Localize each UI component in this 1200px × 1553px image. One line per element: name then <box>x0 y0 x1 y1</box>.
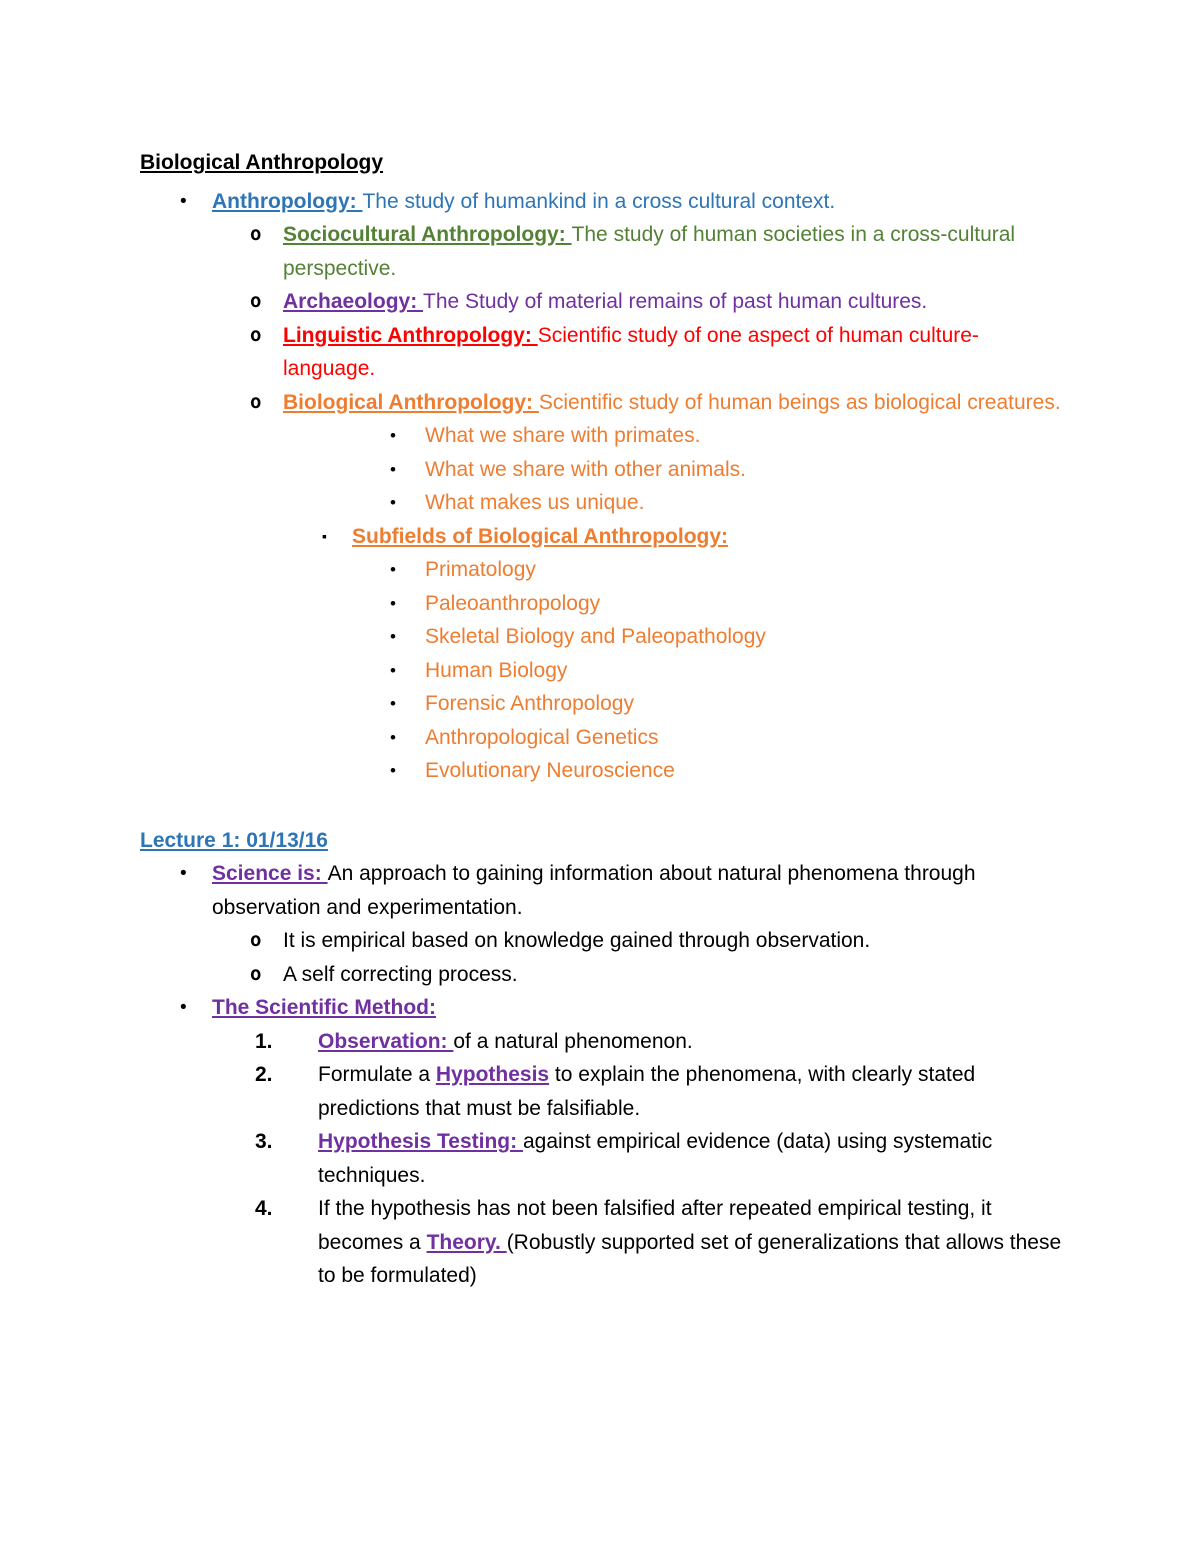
term-scientific-method: The Scientific Method: <box>212 996 437 1019</box>
body-text: If the hypothesis has not been falsified after repeated empirical testing, it becomes a <box>318 1197 992 1254</box>
open-circle-bullet-icon: o <box>250 962 262 985</box>
definition-text: The study of human societies in a cross-cultural perspective. <box>283 223 1016 280</box>
definition-text: Scientific study of human beings as biological creatures. <box>538 390 1061 414</box>
term-hypothesis-testing: Hypothesis Testing: <box>318 1130 523 1153</box>
list-item-share-animals <box>0 453 1200 487</box>
open-circle-bullet-icon: o <box>250 290 262 312</box>
bullet-icon: • <box>390 660 396 680</box>
list-item-text <box>212 857 1062 924</box>
bullet-icon: • <box>390 627 396 646</box>
list-item-text <box>283 218 1062 285</box>
open-circle-bullet-icon: o <box>250 929 262 951</box>
body-text: to explain the phenomena, with clearly stated predictions that must be falsifiable. <box>318 1063 976 1120</box>
list-item-anthropological-genetics <box>0 721 1200 755</box>
list-item-biological <box>0 386 1200 420</box>
open-circle-bullet-icon: o <box>250 390 262 413</box>
list-number: 1. <box>255 1029 273 1053</box>
term-biological: Biological Anthropology: <box>283 390 539 414</box>
definition-text: Scientific study of one aspect of human culture-language. <box>283 323 979 380</box>
bullet-icon: • <box>180 863 187 884</box>
section-heading-lecture-1: Lecture 1: 01/13/16 <box>140 828 328 852</box>
numbered-item-hypothesis <box>0 1058 1200 1125</box>
term-hypothesis: Hypothesis <box>435 1063 550 1086</box>
list-item-text: Skeletal Biology and Paleopathology <box>425 625 766 648</box>
list-item-text: What we share with primates. <box>425 424 701 447</box>
term-subfields: Subfields of Biological Anthropology: <box>352 524 729 548</box>
term-anthropology: Anthropology: <box>212 189 363 213</box>
bullet-icon: • <box>390 694 396 713</box>
list-item-primatology <box>0 553 1200 587</box>
list-item-text: Forensic Anthropology <box>425 692 634 715</box>
list-item-text <box>318 1125 1062 1192</box>
definition-text: The Study of material remains of past human cultures. <box>423 290 928 313</box>
bullet-icon: • <box>390 727 396 747</box>
bullet-icon: • <box>390 593 396 613</box>
list-item-text <box>283 285 1062 319</box>
list-item-subfields <box>0 520 1200 554</box>
list-item-text: It is empirical based on knowledge gained through observation. <box>283 929 871 952</box>
bullet-icon: • <box>390 493 396 512</box>
numbered-item-observation <box>0 1025 1200 1059</box>
term-sociocultural: Sociocultural Anthropology: <box>283 223 572 246</box>
list-item-empirical <box>0 924 1200 958</box>
body-text: of a natural phenomenon. <box>453 1029 693 1053</box>
bullet-icon: • <box>180 190 187 212</box>
term-linguistic: Linguistic Anthropology: <box>283 323 538 347</box>
bullet-icon: • <box>390 426 396 445</box>
list-item-text: Evolutionary Neuroscience <box>425 759 675 782</box>
list-item-paleoanthropology <box>0 587 1200 621</box>
open-circle-bullet-icon: o <box>250 323 262 346</box>
bullet-icon: • <box>180 997 187 1018</box>
list-item-self-correcting <box>0 958 1200 992</box>
definition-text: The study of humankind in a cross cultural context. <box>362 189 836 213</box>
list-item-science-is <box>0 857 1200 924</box>
list-item-text <box>212 185 1062 219</box>
list-item-text <box>212 991 1062 1025</box>
list-item-linguistic <box>0 319 1200 386</box>
list-item-scientific-method <box>0 991 1200 1025</box>
list-item-unique <box>0 486 1200 520</box>
list-number: 3. <box>255 1130 273 1153</box>
list-item-text <box>318 1192 1062 1293</box>
list-item-text: What we share with other animals. <box>425 457 746 481</box>
list-item-share-primates <box>0 419 1200 453</box>
list-item-text <box>283 319 1062 386</box>
list-item-evolutionary-neuroscience <box>0 754 1200 788</box>
bullet-icon: • <box>390 560 396 579</box>
list-item-sociocultural <box>0 218 1200 285</box>
list-item-anthropology <box>0 185 1200 219</box>
list-item-text <box>352 520 1062 554</box>
list-item-text <box>318 1058 1062 1125</box>
bullet-icon: • <box>390 761 396 780</box>
square-bullet-icon: ▪ <box>322 527 327 544</box>
list-item-text <box>283 386 1062 420</box>
term-theory: Theory. <box>426 1230 507 1254</box>
section-heading-biological-anthropology: Biological Anthropology <box>140 151 384 174</box>
list-item-text: Human Biology <box>425 658 568 682</box>
numbered-item-hypothesis-testing <box>0 1125 1200 1192</box>
term-archaeology: Archaeology: <box>283 290 424 313</box>
list-number: 2. <box>255 1063 273 1086</box>
list-item-skeletal-biology <box>0 620 1200 654</box>
list-item-text: Anthropological Genetics <box>425 725 659 749</box>
list-item-human-biology <box>0 654 1200 688</box>
term-observation: Observation: <box>318 1029 454 1053</box>
list-item-archaeology <box>0 285 1200 319</box>
list-item-text: A self correcting process. <box>283 962 518 986</box>
body-text: Formulate a <box>318 1063 436 1086</box>
body-text: against empirical evidence (data) using systematic techniques. <box>318 1130 993 1187</box>
list-number: 4. <box>255 1197 273 1220</box>
bullet-icon: • <box>390 459 396 479</box>
term-science-is: Science is: <box>212 862 328 885</box>
open-circle-bullet-icon: o <box>250 223 262 245</box>
list-item-forensic <box>0 687 1200 721</box>
list-item-text: Paleoanthropology <box>425 591 601 615</box>
list-item-text: What makes us unique. <box>425 491 645 514</box>
list-item-text <box>318 1025 1062 1059</box>
numbered-item-theory <box>0 1192 1200 1293</box>
body-text: (Robustly supported set of generalizations that allows these to be formulated) <box>318 1230 1062 1287</box>
list-item-text: Primatology <box>425 558 536 581</box>
body-text: An approach to gaining information about natural phenomena through observation and experimentation. <box>212 862 976 919</box>
